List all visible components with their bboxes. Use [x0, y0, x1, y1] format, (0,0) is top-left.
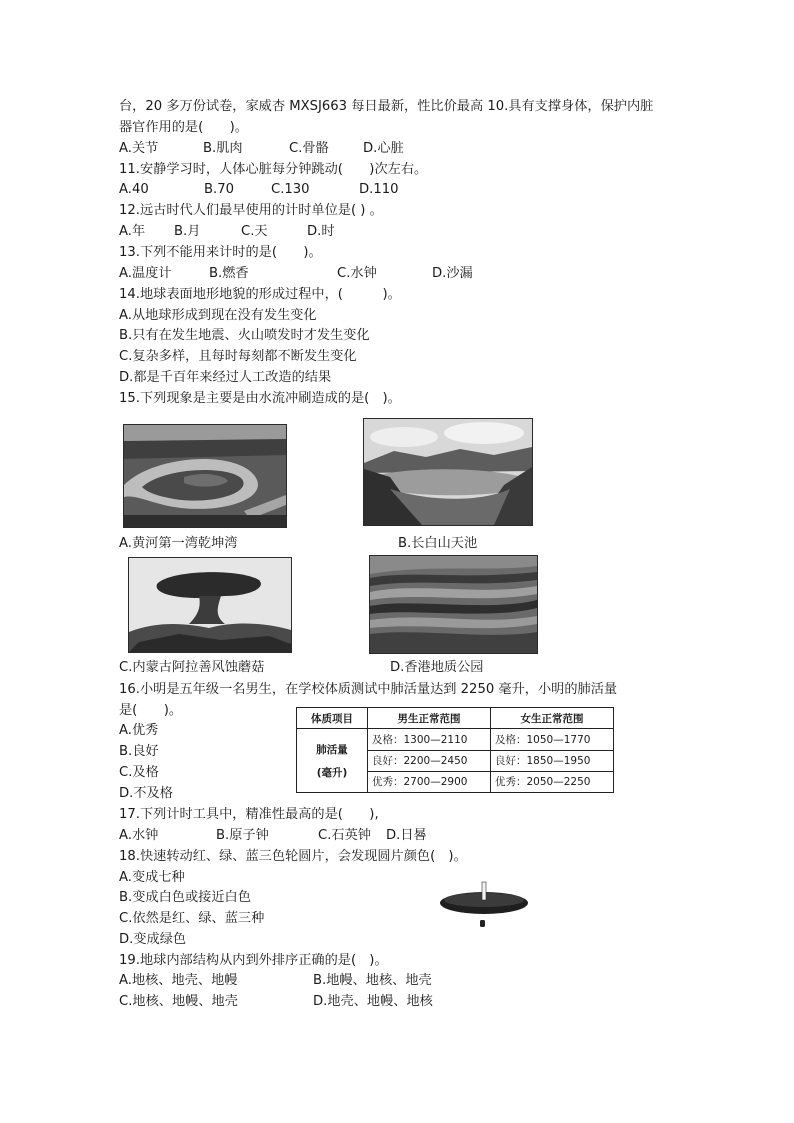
q16-option-d: D.不及格	[119, 786, 173, 801]
q15-caption-c: C.内蒙古阿拉善风蚀蘑菇	[119, 660, 265, 675]
q18-option-d: D.变成绿色	[119, 932, 187, 947]
q10-option-a: A.关节	[119, 141, 159, 156]
rock-strata-illustration	[370, 556, 537, 653]
table-cell-female-good: 良好：1850—1950	[491, 750, 614, 771]
q19-option-a: A.地核、地壳、地幔	[119, 973, 238, 988]
lung-capacity-table	[296, 707, 614, 793]
q14-option-c: C.复杂多样，且每时每刻都不断发生变化	[119, 349, 357, 364]
q19-option-c: C.地核、地幔、地壳	[119, 994, 238, 1009]
crater-lake-illustration	[364, 419, 532, 525]
q10-question-line1: 台，20 多万份试卷，家威杏 MXSJ663 每日最新，性比价最高 10.具有支撑身体，保护内脏	[119, 99, 654, 114]
q18-option-c: C.依然是红、绿、蓝三种	[119, 911, 265, 926]
q11-option-c: C.130	[271, 182, 310, 197]
q11-option-a: A.40	[119, 182, 149, 197]
table-row	[297, 729, 614, 750]
table-item-cell	[297, 729, 368, 793]
q10-option-d: D.心脏	[363, 141, 404, 156]
mushroom-rock-illustration	[129, 558, 291, 652]
q13-option-a: A.温度计	[119, 266, 172, 281]
photo-river-bend	[123, 424, 287, 528]
table-cell-male-pass: 及格：1300—2110	[368, 729, 491, 750]
table-cell-male-excellent: 优秀：2700—2900	[368, 771, 491, 792]
q11-question: 11.安静学习时，人体心脏每分钟跳动( )次左右。	[119, 162, 428, 177]
q16-option-a: A.优秀	[119, 723, 159, 738]
q19-option-b: B.地幔、地核、地壳	[313, 973, 432, 988]
table-header-row	[297, 708, 614, 729]
q18-question: 18.快速转动红、绿、蓝三色轮圆片，会发现圆片颜色( )。	[119, 849, 467, 864]
q13-option-d: D.沙漏	[432, 266, 473, 281]
q11-option-d: D.110	[359, 182, 399, 197]
q16-question-line1: 16.小明是五年级一名男生，在学校体质测试中肺活量达到 2250 毫升，小明的肺活量	[119, 682, 618, 697]
q19-question: 19.地球内部结构从内到外排序正确的是( )。	[119, 953, 388, 968]
table-header-male: 男生正常范围	[368, 708, 491, 729]
q14-option-d: D.都是千百年来经过人工改造的结果	[119, 370, 332, 385]
q14-question: 14.地球表面地形地貌的形成过程中，( )。	[119, 287, 401, 302]
q18-option-a: A.变成七种	[119, 870, 185, 885]
table-cell-female-excellent: 优秀：2050—2250	[491, 771, 614, 792]
color-disc-icon	[438, 880, 530, 930]
q19-option-d: D.地壳、地幔、地核	[313, 994, 433, 1009]
q13-question: 13.下列不能用来计时的是( )。	[119, 245, 322, 260]
q12-question: 12.远古时代人们最早使用的计时单位是( ) 。	[119, 203, 383, 218]
q16-option-b: B.良好	[119, 744, 159, 759]
q15-caption-b: B.长白山天池	[398, 536, 478, 551]
q17-option-b: B.原子钟	[216, 828, 269, 843]
table-item-unit: (毫升)	[316, 766, 348, 779]
q15-question: 15.下列现象是主要是由水流冲刷造成的是( )。	[119, 391, 401, 406]
q13-option-b: B.燃香	[209, 266, 249, 281]
river-bend-illustration	[124, 425, 286, 527]
q10-option-c: C.骨骼	[289, 141, 329, 156]
table-cell-female-pass: 及格：1050—1770	[491, 729, 614, 750]
q17-option-c: C.石英钟	[318, 828, 371, 843]
q11-option-b: B.70	[204, 182, 235, 197]
photo-mushroom-rock	[128, 557, 292, 653]
table-header-female: 女生正常范围	[491, 708, 614, 729]
q15-caption-a: A.黄河第一湾乾坤湾	[119, 536, 238, 551]
q10-option-b: B.肌肉	[203, 141, 243, 156]
q12-option-d: D.时	[307, 224, 335, 239]
table-item-name: 肺活量	[316, 743, 348, 756]
q16-option-c: C.及格	[119, 765, 159, 780]
q16-question-line2: 是( )。	[119, 703, 183, 718]
q12-option-b: B.月	[174, 224, 201, 239]
table-header-item: 体质项目	[297, 708, 368, 729]
photo-crater-lake	[363, 418, 533, 526]
q17-option-a: A.水钟	[119, 828, 159, 843]
q10-question-line2: 器官作用的是( )。	[119, 120, 248, 135]
table-cell-male-good: 良好：2200—2450	[368, 750, 491, 771]
q12-option-c: C.天	[241, 224, 268, 239]
q14-option-a: A.从地球形成到现在没有发生变化	[119, 308, 317, 323]
q17-question: 17.下列计时工具中，精准性最高的是( ),	[119, 807, 379, 822]
photo-rock-strata	[369, 555, 538, 654]
q13-option-c: C.水钟	[337, 266, 377, 281]
q17-option-d: D.日晷	[386, 828, 427, 843]
q15-caption-d: D.香港地质公园	[390, 660, 484, 675]
q18-option-b: B.变成白色或接近白色	[119, 890, 251, 905]
q14-option-b: B.只有在发生地震、火山喷发时才发生变化	[119, 328, 370, 343]
q12-option-a: A.年	[119, 224, 146, 239]
